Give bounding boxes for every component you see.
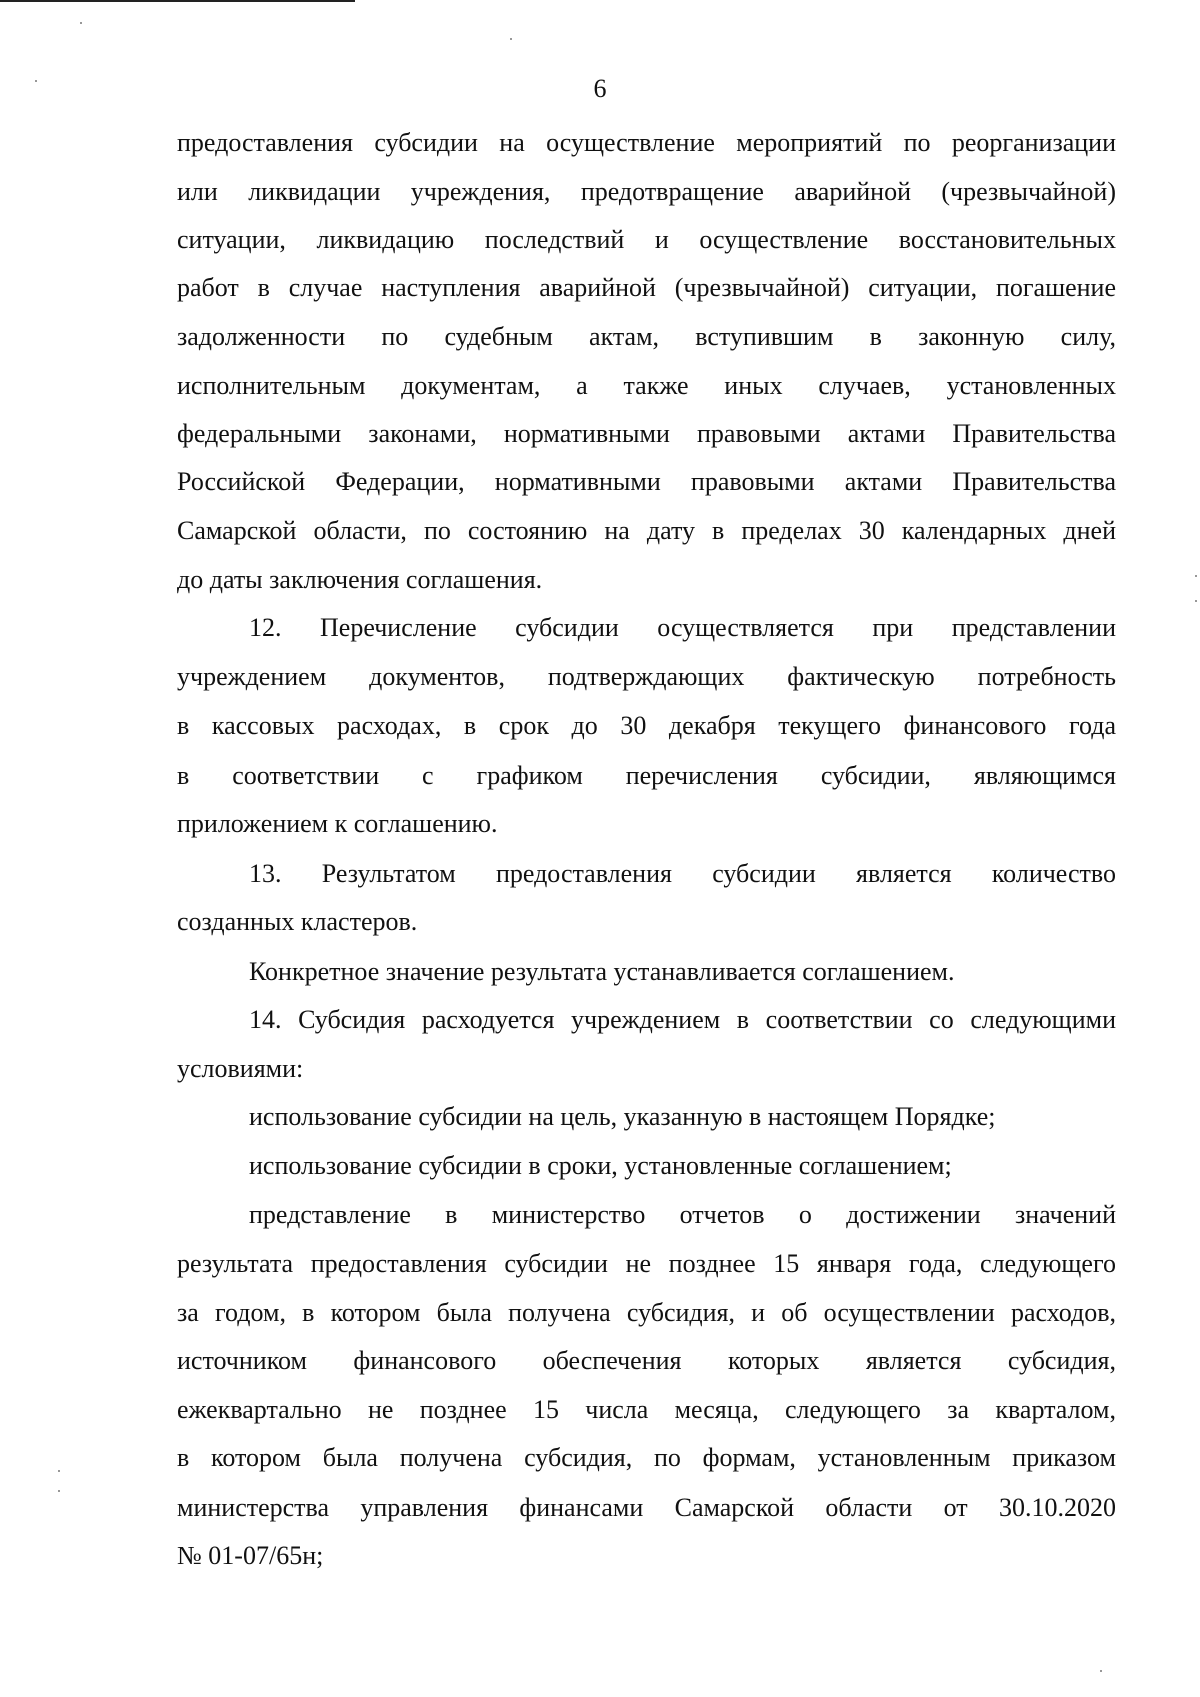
text-line: работ в случае наступления аварийной (чрезвычайной) ситуации, погашение (177, 273, 1116, 302)
text-line: федеральными законами, нормативными правовыми актами Правительства (177, 419, 1116, 448)
text-line: Самарской области, по состоянию на дату в пределах 30 календарных дней (177, 516, 1116, 545)
text-line: приложением к соглашению. (177, 809, 498, 838)
text-line: 14. Субсидия расходуется учреждением в соответствии со следующими (249, 1005, 1116, 1034)
scan-speck (1195, 600, 1197, 602)
text-line: министерства управления финансами Самарской области от 30.10.2020 (177, 1493, 1116, 1522)
text-line: № 01-07/65н; (177, 1541, 324, 1570)
scan-speck (58, 1490, 60, 1492)
text-line: условиями: (177, 1054, 304, 1083)
scan-speck (58, 1470, 60, 1472)
text-line: представление в министерство отчетов о достижении значений (249, 1200, 1116, 1229)
text-line: учреждением документов, подтверждающих фактическую потребность (177, 662, 1116, 691)
text-line: исполнительным документам, а также иных случаев, установленных (177, 371, 1116, 400)
page-number: 6 (593, 74, 607, 103)
text-line: в кассовых расходах, в срок до 30 декабря текущего финансового года (177, 711, 1116, 740)
text-line: задолженности по судебным актам, вступившим в законную силу, (177, 322, 1116, 351)
scan-speck (35, 80, 37, 82)
scan-speck (80, 22, 82, 24)
text-line: созданных кластеров. (177, 907, 418, 936)
scan-speck (1195, 575, 1197, 577)
text-line: или ликвидации учреждения, предотвращение аварийной (чрезвычайной) (177, 177, 1116, 206)
text-line: 12. Перечисление субсидии осуществляется при представлении (249, 613, 1116, 642)
text-line: Конкретное значение результата устанавливается соглашением. (249, 957, 955, 986)
top-rule (0, 0, 355, 2)
text-line: использование субсидии на цель, указанную в настоящем Порядке; (249, 1102, 996, 1131)
text-line: 13. Результатом предоставления субсидии является количество (249, 859, 1116, 888)
text-line: в котором была получена субсидия, по формам, установленным приказом (177, 1443, 1116, 1472)
text-line: до даты заключения соглашения. (177, 565, 543, 594)
text-line: использование субсидии в сроки, установленные соглашением; (249, 1151, 952, 1180)
scan-speck (1100, 1670, 1102, 1672)
text-line: за годом, в котором была получена субсидия, и об осуществлении расходов, (177, 1298, 1116, 1327)
text-line: ситуации, ликвидацию последствий и осуществление восстановительных (177, 225, 1116, 254)
text-line: в соответствии с графиком перечисления субсидии, являющимся (177, 761, 1116, 790)
text-line: результата предоставления субсидии не позднее 15 января года, следующего (177, 1249, 1116, 1278)
text-line: предоставления субсидии на осуществление мероприятий по реорганизации (177, 128, 1116, 157)
text-line: Российской Федерации, нормативными правовыми актами Правительства (177, 467, 1116, 496)
text-line: источником финансового обеспечения которых является субсидия, (177, 1346, 1116, 1375)
text-line: ежеквартально не позднее 15 числа месяца, следующего за кварталом, (177, 1395, 1116, 1424)
scan-speck (510, 38, 512, 40)
